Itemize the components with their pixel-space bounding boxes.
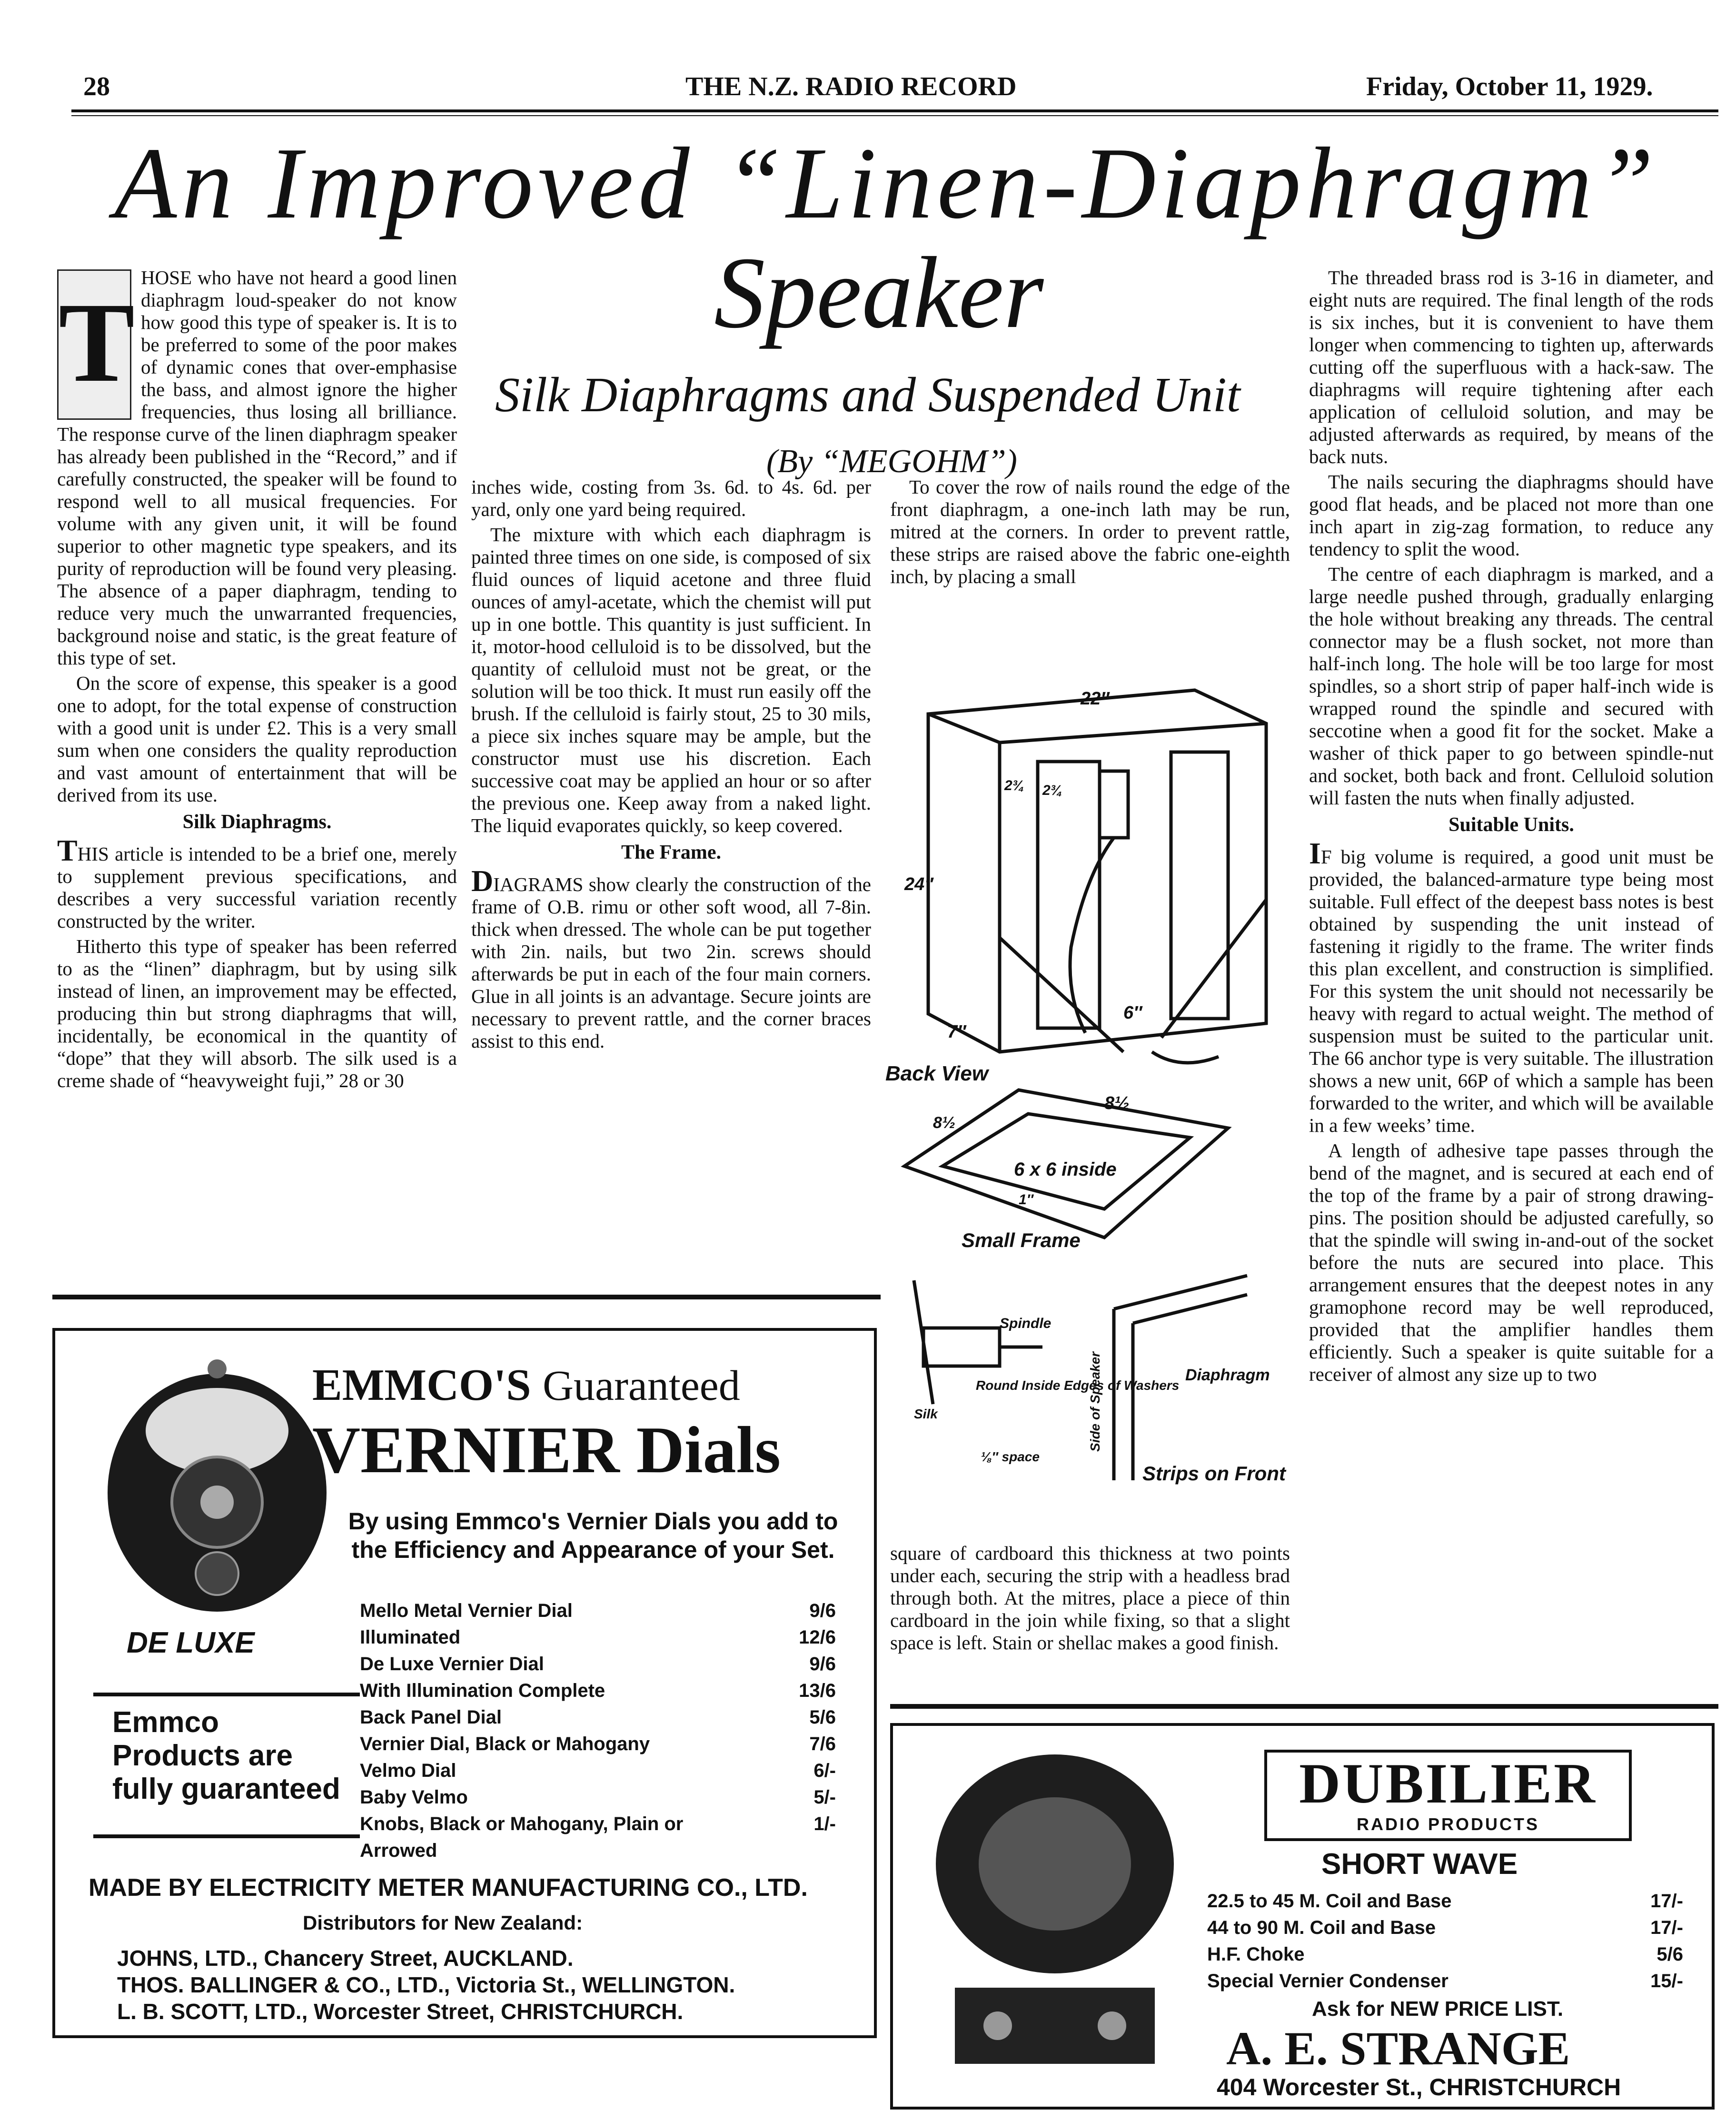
drop-cap: T xyxy=(57,269,131,420)
paragraph: inches wide, costing from 3s. 6d. to 4s. 6d. per yard, only one yard being required. xyxy=(471,476,871,520)
page-number: 28 xyxy=(83,72,110,101)
coil-image xyxy=(922,1740,1188,2083)
short-wave-heading: SHORT WAVE xyxy=(1321,1848,1518,1881)
paragraph: THIS article is intended to be a brief one, merely to supplement previous specifications, and describes a very successful variation recently constructed by the writer. xyxy=(57,833,457,932)
price-row: 22.5 to 45 M. Coil and Base 17/- xyxy=(1207,1891,1683,1912)
ad-separator-rule xyxy=(890,1704,1718,1709)
paragraph: Hitherto this type of speaker has been referred to as the “linen” diaphragm, but by using silk instead of linen, an improvement may be effected, producing thin but strong diaphragms that will, incidentally, be economical in the quantity of “dope” that they will absorb. The silk used is a creme shade of “heavyweight fuji,” 28 or 30 xyxy=(57,935,457,1091)
paragraph: HOSE who have not heard a good linen diaphragm loud-speaker do not know how good this type of speaker is. It is to be preferred to some of the poor makes of dynamic cones that over-emphasise the bass, and almost ignore the higher frequencies, thus losing all brilliance. The response curve of the linen diaphragm speaker has already been published in the “Record,” and if carefully constructed, the speaker will be found to respond well to all musical frequencies. For volume with any given unit, it will be found superior to other magnetic type speakers, and its purity of reproduction will be found very pleasing. The absence of a paper diaphragm, tending to reduce very much the unwarranted frequencies, background noise and static, is the great feature of this type of set. xyxy=(57,267,457,669)
price-list-note: Ask for NEW PRICE LIST. xyxy=(1312,1997,1564,2021)
section-heading: The Frame. xyxy=(621,842,721,863)
dim-7: 7″ xyxy=(947,1022,966,1042)
price-row: Velmo Dial 6/- xyxy=(360,1760,836,1781)
article-title: An Improved “Linen-Diaphragm” xyxy=(114,126,1659,240)
article-byline: (By “MEGOHM”) xyxy=(766,443,1017,480)
inside-label: 6 x 6 inside xyxy=(1014,1159,1117,1180)
guarantee-text: Emmco Products are fully guaranteed xyxy=(112,1706,340,1805)
price-row: Illuminated 12/6 xyxy=(360,1627,836,1648)
price-row: Knobs, Black or Mahogany, Plain or Arrowed 1/- xyxy=(360,1813,836,1861)
initial-letter: D xyxy=(471,864,494,898)
company-address: 404 Worcester St., CHRISTCHURCH xyxy=(1217,2074,1621,2100)
dubilier-subbrand: RADIO PRODUCTS xyxy=(1356,1814,1539,1834)
initial-letter: I xyxy=(1309,836,1321,870)
initial-letter: T xyxy=(57,833,78,867)
brand-guaranteed: Guaranteed xyxy=(543,1362,740,1409)
header-rule xyxy=(71,109,1718,112)
guarantee-box xyxy=(93,1693,360,1838)
article-column-2 xyxy=(471,476,871,1055)
dim-2a: 2¾ xyxy=(1004,778,1024,793)
dim-22: 22″ xyxy=(1081,689,1110,709)
emmco-advertisement xyxy=(52,1328,877,2038)
distributor-list xyxy=(117,1945,735,2025)
strips-on-front-label: Strips on Front xyxy=(1142,1462,1286,1485)
header-rule-thin xyxy=(71,115,1718,116)
company-name: A. E. STRANGE xyxy=(1226,2022,1570,2075)
distributors-label: Distributors for New Zealand: xyxy=(303,1912,583,1934)
price-row: De Luxe Vernier Dial 9/6 xyxy=(360,1654,836,1674)
issue-date: Friday, October 11, 1929. xyxy=(1366,72,1653,101)
section-heading: Silk Diaphragms. xyxy=(182,811,332,833)
space-label: ⅛″ space xyxy=(981,1449,1040,1464)
article-column-3-bottom xyxy=(890,1542,1290,1657)
brand-vernier-dials: VERNIER Dials xyxy=(312,1413,781,1487)
ad-intro: By using Emmco's Vernier Dials you add to the Efficiency and Appearance of your Set. xyxy=(348,1508,838,1563)
dim-8b: 8½ xyxy=(933,1114,956,1132)
article-column-4 xyxy=(1309,267,1714,1388)
paragraph: square of cardboard this thickness at two points under each, securing the strip with a headless brad through both. At the mitres, place a piece of thin cardboard in the join while fixing, so that a slight space is left. Stain or shellac makes a good finish. xyxy=(890,1542,1290,1654)
dim-1: 1″ xyxy=(1019,1192,1034,1208)
dim-2b: 2¾ xyxy=(1042,783,1062,798)
back-view-label: Back View xyxy=(885,1062,989,1085)
distributor: JOHNS, LTD., Chancery Street, AUCKLAND. xyxy=(117,1946,574,1971)
paragraph: IF big volume is required, a good unit must be provided, the balanced-armature type being most suitable. Full effect of the deepest bass notes is best obtained by suspending the unit instead of fastening it rigidly to the frame. The writer finds this plan excellent, and construction is simplified. For this system the unit should not necessarily be heavy with regard to actual weight. The method of suspension must be suited to the particular unit. The 66 anchor type is very suitable. The illustration shows a new unit, 66P of which a sample has been forwarded to the writer, and which will be available in a few weeks’ time. xyxy=(1309,836,1714,1136)
dubilier-logo-box xyxy=(1264,1750,1632,1841)
price-row: Vernier Dial, Black or Mahogany 7/6 xyxy=(360,1734,836,1754)
ad-separator-rule xyxy=(52,1295,881,1299)
small-frame-label: Small Frame xyxy=(962,1229,1081,1251)
paragraph: The threaded brass rod is 3-16 in diameter, and eight nuts are required. The final length of the rods is six inches, but it is convenient to have them longer when commencing to tighten up, afterwards cutting off the superfluous with a hack-saw. The diaphragms will require tightening after each application of celluloid solution, and may be adjusted afterwards as required, by means of the back nuts. xyxy=(1309,267,1714,467)
price-row: H.F. Choke 5/6 xyxy=(1207,1944,1683,1965)
paragraph: To cover the row of nails round the edge of the front diaphragm, a one-inch lath may be run, mitred at the corners. In order to prevent rattle, these strips are raised above the fabric one-eighth inch, by placing a small xyxy=(890,476,1290,587)
article-column-3 xyxy=(890,476,1290,591)
paragraph: On the score of expense, this speaker is a good one to adopt, for the total expense of construction with a good unit is under £2. This is a very small sum when one considers the quality reproduction and vast amount of entertainment that will be derived from its use. xyxy=(57,672,457,806)
section-heading: Suitable Units. xyxy=(1448,814,1574,836)
dubilier-brand: DUBILIER xyxy=(1299,1752,1597,1815)
vernier-dial-image xyxy=(98,1350,336,1616)
price-row: With Illumination Complete 13/6 xyxy=(360,1680,836,1701)
dim-24: 24″ xyxy=(904,874,933,894)
side-of-speaker-label: Side of Speaker xyxy=(1088,1351,1102,1452)
silk-label: Silk xyxy=(914,1407,938,1421)
article-title-speaker: Speaker xyxy=(714,236,1044,349)
round-inside-label: Round Inside Edges of Washers xyxy=(976,1378,1180,1393)
price-row: Back Panel Dial 5/6 xyxy=(360,1707,836,1728)
dim-8a: 8½ xyxy=(1104,1093,1130,1113)
de-luxe-label: DE LUXE xyxy=(127,1626,255,1659)
distributor: L. B. SCOTT, LTD., Worcester Street, CHRISTCHURCH. xyxy=(117,1999,684,2024)
price-row: Special Vernier Condenser 15/- xyxy=(1207,1971,1683,1991)
dubilier-price-list xyxy=(1207,1888,1683,1994)
paragraph: A length of adhesive tape passes through the bend of the magnet, and is secured at each end of the top of the frame by a pair of strong drawing-pins. The position should be adjusted carefully, so that the spindle will swing in-and-out of the socket before the nuts are secured into place. This arrangement ensures that the deepest notes in any gramophone record may be well reproduced, provided that the amplifier handles them efficiently. Such a speaker is quite suitable for a receiver of almost any size up to two xyxy=(1309,1139,1714,1385)
price-row: Mello Metal Vernier Dial 9/6 xyxy=(360,1600,836,1621)
paragraph: The nails securing the diaphragms should have good flat heads, and be placed not more than one inch apart in zig-zag formation, to reduce any tendency to split the wood. xyxy=(1309,471,1714,560)
article-column-1 xyxy=(57,267,457,1095)
paragraph: DIAGRAMS show clearly the construction of the frame of O.B. rimu or other soft wood, all 7-8in. thick when dressed. The whole can be put together with 2in. nails, but two 2in. screws should afterwards be put in each of the four main corners. Glue in all joints is an advantage. Secure joints are necessary to prevent rattle, and the corner braces assist to this end. xyxy=(471,864,871,1052)
paragraph: The centre of each diaphragm is marked, and a large needle pushed through, gradually enlarging the hole without breaking any threads. The central connector may be a flush socket, not more than half-inch long. The hole will be too large for most spindles, so a short strip of paper half-inch wide is wrapped round the spindle and secured with seccotine when a good fit for the socket. Make a washer of thick paper to go between spindle-nut and socket, both back and front. Celluloid solution will fasten the nuts when finally adjusted. xyxy=(1309,563,1714,809)
back-view-drawing xyxy=(928,690,1266,1063)
brand-emmcos: EMMCO'S xyxy=(312,1360,531,1410)
dubilier-advertisement xyxy=(890,1723,1715,2110)
publication-name: THE N.Z. RADIO RECORD xyxy=(685,72,1017,101)
price-list xyxy=(360,1597,836,1864)
article-subtitle: Silk Diaphragms and Suspended Unit xyxy=(495,367,1240,422)
dim-6: 6″ xyxy=(1123,1003,1142,1023)
maker-line: MADE BY ELECTRICITY METER MANUFACTURING CO., LTD. xyxy=(89,1874,808,1902)
frame-diagram xyxy=(885,662,1295,1533)
price-row: 44 to 90 M. Coil and Base 17/- xyxy=(1207,1917,1683,1938)
distributor: THOS. BALLINGER & CO., LTD., Victoria St., WELLINGTON. xyxy=(117,1972,735,1997)
diaphragm-label: Diaphragm xyxy=(1185,1366,1270,1384)
paragraph: The mixture with which each diaphragm is painted three times on one side, is composed of six fluid ounces of liquid acetone and three fluid ounces of amyl-acetate, which the chemist will put up in one bottle. This quantity is just sufficient. In it, motor-hood celluloid is to be dissolved, but the quantity of celluloid must not be great, or the solution will be too thick. It must run easily off the brush. If the celluloid is fairly stout, 25 to 30 mils, a piece six inches square may be ample, but the constructor must use his discretion. Each successive coat may be applied an hour or so after the previous one. Keep away from a naked light. The liquid evaporates quickly, so keep covered. xyxy=(471,524,871,836)
spindle-label: Spindle xyxy=(1000,1316,1052,1331)
price-row: Baby Velmo 5/- xyxy=(360,1787,836,1808)
